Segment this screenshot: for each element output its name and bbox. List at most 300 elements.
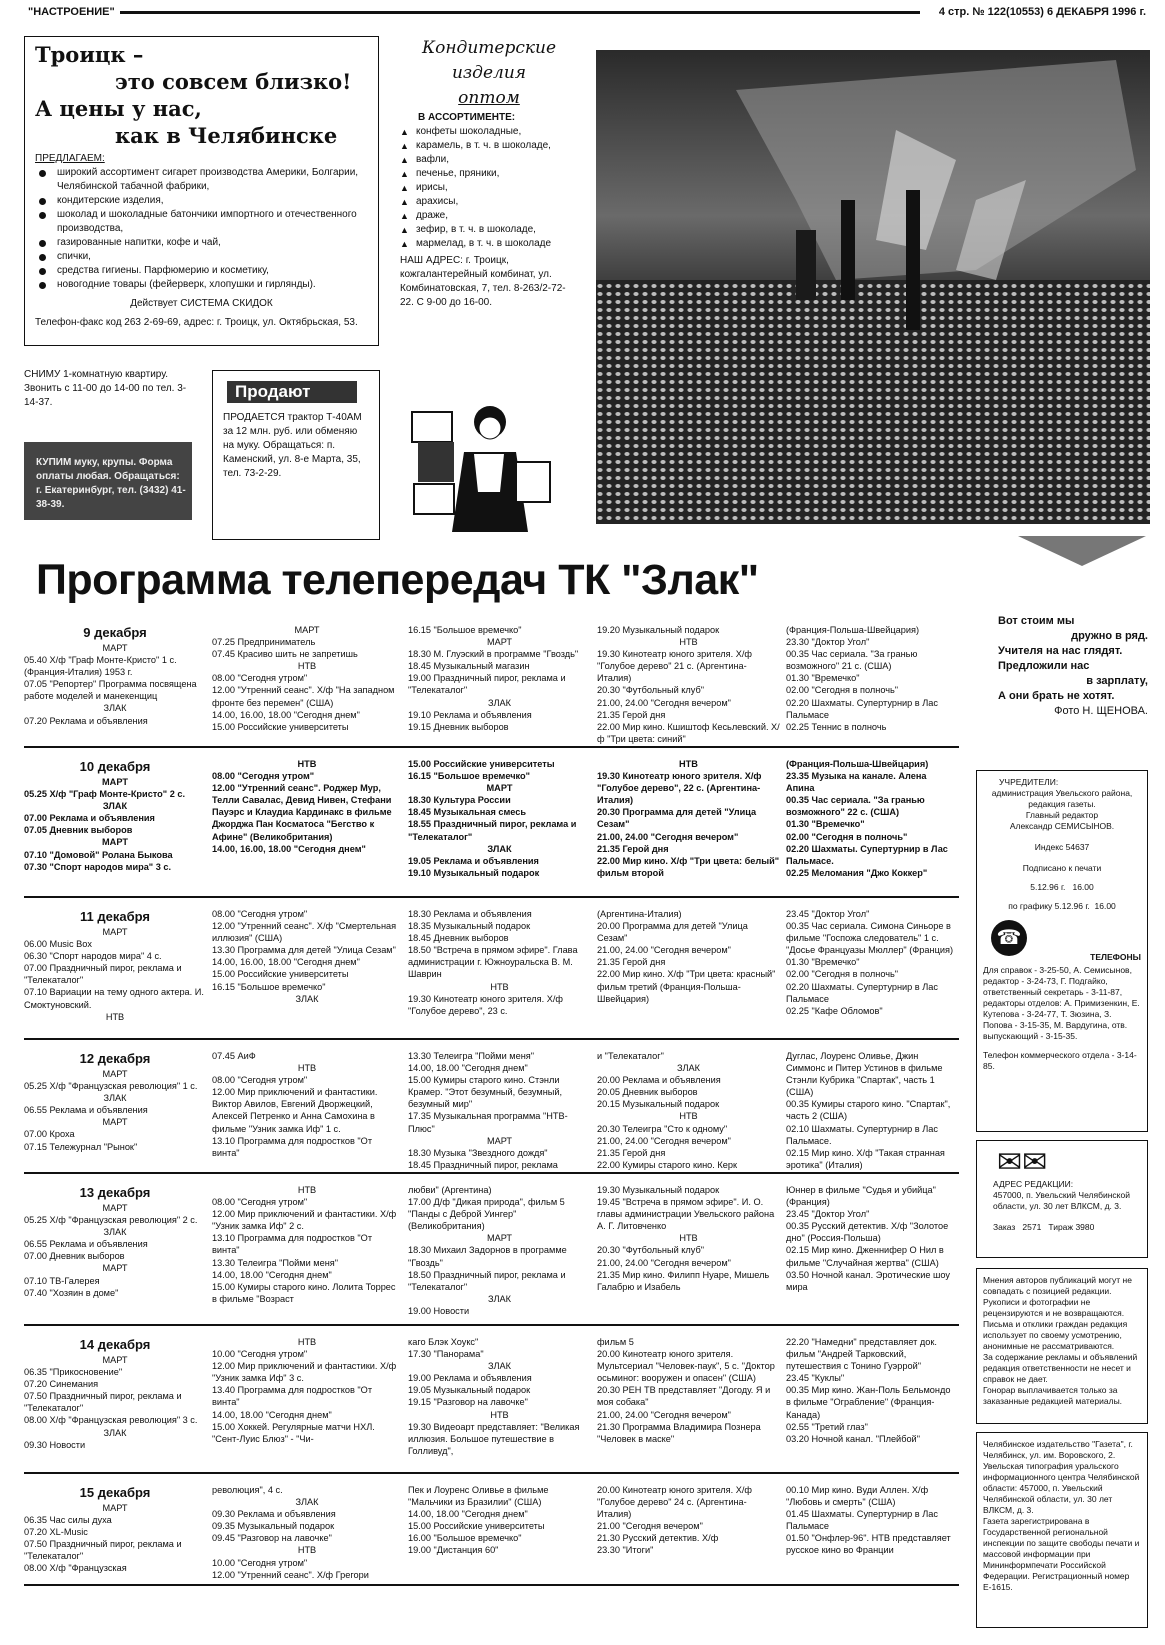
program-entry: 03.20 Ночной канал. "Плейбой" [786, 1433, 920, 1444]
commerce-phone: Телефон коммерческого отдела - 3-14-85. [983, 1050, 1137, 1071]
program-entry: 13.40 Программа для подростков "От винта" [212, 1385, 375, 1408]
poem-line: Предложили нас [998, 660, 1090, 672]
list-item: спички, [35, 250, 368, 264]
schedule-column [786, 758, 959, 879]
program-entry: 19.00 Праздничный пирог, реклама и "Телекаталог" [408, 673, 569, 696]
program-entry: 23.45 "Доктор Угол" [786, 1209, 870, 1220]
phones-title: ТЕЛЕФОНЫ [1090, 952, 1141, 962]
candy-title-1: Кондитерские [421, 38, 557, 58]
schedule-column [24, 1050, 212, 1171]
program-entry: 21.00, 24.00 "Сегодня вечером" [597, 945, 731, 956]
list-item: шоколад и шоколадные батончики импортного и отечественного производства, [35, 208, 368, 236]
program-entry: 09.30 Реклама и объявления [212, 1509, 336, 1520]
program-entry: 21.35 Герой дня [597, 709, 666, 720]
program-entry: 23.35 Музыка на канале. Алена Апина [786, 771, 930, 794]
program-entry: 07.45 АиФ [212, 1051, 256, 1061]
program-entry: 13.30 Телеигра "Пойми меня" [212, 1257, 339, 1268]
program-entry: 09.30 Новости [24, 1439, 86, 1450]
channel-label: НТВ [679, 759, 698, 769]
program-entry: 07.20 Реклама и объявления [24, 715, 148, 726]
schedule-column [597, 758, 786, 879]
program-entry: фильм 5 [597, 1337, 634, 1347]
channel-label: НТВ [297, 661, 317, 672]
channel-label: ЗЛАК [295, 1497, 319, 1508]
program-entry: 15.00 Российские университеты [408, 759, 555, 769]
program-entry: 02.20 Шахматы. Супертурнир в Лас Пальмасе [786, 697, 941, 720]
channel-label: ЗЛАК [102, 801, 128, 812]
program-entry: 07.00 Дневник выборов [24, 1251, 125, 1262]
program-entry: 18.45 Музыкальная смесь [408, 807, 527, 818]
program-entry: 02.25 Теннис в полночь [786, 721, 887, 732]
program-entry: 21.00, 24.00 "Сегодня вечером" [597, 831, 739, 842]
program-entry: 07.50 Праздничный пирог, реклама и "Телекаталог" [24, 1391, 185, 1414]
program-entry: 19.10 Музыкальный подарок [408, 867, 540, 878]
program-entry: 12.00 Мир приключений и фантастики. Х/ф "Узник замка Иф" 2 с. [212, 1209, 399, 1232]
for-sale-ad [212, 370, 380, 540]
channel-label: МАРТ [102, 777, 128, 787]
program-entry: 22.00 Мир кино. Кшиштоф Кесьлевский. Х/ф "Три цвета: синий" [597, 721, 780, 744]
program-entry: 07.15 Тележурнал "Рынок" [24, 1141, 138, 1152]
program-entry: 22.20 "Намедни" представляет док. фильм "Андрей Тарковский, путешествия с Тонино Гуэррой" [786, 1337, 940, 1372]
channel-label: ЗЛАК [488, 1361, 511, 1372]
program-entry: 02.55 "Третий глаз" [786, 1421, 868, 1432]
channel-label: МАРТ [486, 1135, 513, 1146]
list-item: средства гигиены. Парфюмерию и косметику, [35, 264, 368, 278]
schedule-column [24, 1484, 212, 1581]
program-entry: 07.45 Красиво шить не запретишь [212, 649, 358, 660]
program-entry: 01.50 "Онфлер-96". НТВ представляет русское кино во Франции [786, 1533, 954, 1556]
schedule-column [408, 1050, 597, 1171]
program-entry: 05.25 Х/ф "Французская революция" 2 с. [24, 1215, 198, 1226]
program-entry: 18.30 Музыка "Звездного дождя" [408, 1147, 548, 1158]
troitsk-headline-4: как в Челябинске [115, 123, 338, 148]
disclaimer-text: Мнения авторов публикаций могут не совпадать с позицией редакции. Рукописи и фотографии не рецензируются и не возвращаются. [983, 1275, 1135, 1318]
poem-line: в зарплату, [1086, 675, 1148, 687]
channel-label: МАРТ [294, 625, 320, 635]
program-entry: 01.30 "Времечко" [786, 819, 865, 830]
day-date: 15 декабря [79, 1485, 151, 1500]
schedule-column [786, 1184, 959, 1317]
signed-time: 5.12.96 г. 16.00 [1030, 882, 1094, 892]
program-entry: Дуглас, Лоуренс Оливье, Джин Симмонс и Питер Устинов в фильме Стэнли Кубрика "Спартак", часть 1 (США) [786, 1051, 946, 1098]
program-entry: 19.30 Кинотеатр юного зрителя. Х/ф "Голубое дерево" 21 с. (Аргентина-Италия) [597, 649, 755, 684]
program-entry: 14.00, 16.00, 18.00 "Сегодня днем" [212, 709, 360, 720]
program-entry: 12.00 "Утренний сеанс". Х/ф "На западном фронте без перемен" (США) [212, 685, 398, 708]
list-item: ▲ вафли, [400, 153, 578, 167]
channel-label: НТВ [679, 1111, 698, 1122]
day-block [24, 1336, 959, 1474]
list-item: газированные напитки, кофе и чай, [35, 236, 368, 250]
program-entry: 21.30 Программа Владимира Познера "Человек в маске" [597, 1421, 764, 1444]
schedule-column [597, 1184, 786, 1317]
program-entry: Пек и Лоуренс Оливье в фильме "Мальчики из Бразилии" (США) [408, 1485, 552, 1508]
woman-with-parcels-icon [404, 392, 566, 532]
list-item: ▲ печенье, пряники, [400, 167, 578, 181]
poem-line: Вот стоим мы [998, 615, 1075, 627]
program-entry: 13.30 Программа для детей "Улица Сезам" [212, 945, 396, 956]
photo-credit: Фото Н. ЩЕНОВА. [1054, 705, 1148, 717]
troitsk-ad [24, 36, 379, 346]
program-entry: 05.25 Х/ф "Граф Монте-Кристо" 2 с. [24, 789, 186, 800]
signed-label: Подписано к печати [1022, 863, 1102, 873]
program-entry: 18.30 Культура России [408, 795, 511, 806]
troitsk-discount: Действует СИСТЕМА СКИДОК [130, 298, 273, 309]
program-entry: 19.00 "Дистанция 60" [408, 1545, 499, 1556]
day-columns [24, 1050, 959, 1171]
program-entry: 07.20 XL-Music [24, 1527, 88, 1538]
schedule-column [597, 1484, 786, 1581]
channel-label: МАРТ [102, 1263, 128, 1274]
schedule-column [212, 624, 408, 745]
program-entry: 01.45 Шахматы. Супертурнир в Лас Пальмасе [786, 1509, 941, 1532]
list-item: широкий ассортимент сигарет производства Америки, Болгарии, Челябинской табачной фабрики, [35, 166, 368, 194]
channel-label: МАРТ [486, 1233, 513, 1244]
channel-label: ЗЛАК [103, 1093, 127, 1104]
channel-label: МАРТ [102, 1355, 128, 1365]
program-entry: 00.35 Кумиры старого кино. "Спартак", часть 2 (США) [786, 1099, 953, 1122]
program-entry: 07.40 "Хозяин в доме" [24, 1287, 119, 1298]
program-entry: 02.20 Шахматы. Супертурнир в Лас Пальмасе [786, 981, 941, 1004]
tv-schedule [24, 624, 959, 1596]
schedule-column [212, 1184, 408, 1317]
schedule-column [24, 908, 212, 1023]
program-entry: 06.00 Music Box [24, 939, 92, 950]
day-date: 11 декабря [80, 909, 150, 924]
schedule-column [24, 1184, 212, 1317]
program-entry: 18.35 Музыкальный подарок [408, 921, 531, 932]
program-entry: 21.35 Герой дня [597, 843, 669, 854]
program-entry: 07.50 Праздничный пирог, реклама и "Телекаталог" [24, 1539, 185, 1562]
program-entry: 21.35 Герой дня [597, 1147, 666, 1158]
address-text: 457000, п. Увельский Челябинской области, ул. 30 лет ВЛКСМ, д. 3. [993, 1190, 1133, 1211]
list-item: ▲ мармелад, в т. ч. в шоколаде [400, 237, 578, 251]
program-entry: 19.30 Кинотеатр юного зрителя. Х/ф "Голубое дерево", 22 с. (Аргентина-Италия) [597, 771, 765, 806]
channel-label: МАРТ [102, 1117, 128, 1128]
channel-label: НТВ [297, 759, 317, 769]
channel-label: ЗЛАК [488, 1293, 511, 1304]
tulip-field-photo [596, 50, 1150, 524]
schedule-column [408, 624, 597, 745]
program-entry: 07.25 Предприниматель [212, 637, 316, 648]
phones-text: Для справок - 3-25-50, А. Семисынов, редактор - 3-24-73, Г. Подгайко, ответственный секретарь - 3-11-87, редакторы отделов: А. Примизенкин, Е. Кутепова - 3-24-77, Т. Зюзина, З. Попова - 3-15-35, М. Вардугина, отв. выпускающий - 3-15-35. [983, 965, 1143, 1041]
day-date: 13 декабря [79, 1185, 151, 1200]
program-entry: 22.00 Кумиры старого кино. Керк [597, 1159, 737, 1170]
troitsk-contact: Телефон-факс код 263 2-69-69, адрес: г. Троицк, ул. Октябрьская, 53. [35, 317, 358, 328]
program-entry: (Франция-Польша-Швейцария) [786, 625, 920, 635]
program-entry: 10.00 "Сегодня утром" [212, 1349, 308, 1360]
program-entry: 00.35 Час сериала. "За гранью возможного" 21 с. (США) [786, 649, 920, 672]
program-entry: 00.35 Час сериала. Симона Синьоре в фильме "Госпожа следователь" 1 с. "Досье Француазы Мюллер" (Франция) [786, 921, 954, 956]
troitsk-offer-label: ПРЕДЛАГАЕМ: [35, 153, 105, 164]
program-entry: 12.00 "Утренний сеанс". Х/ф Грегори [212, 1569, 369, 1580]
program-entry: 19.30 Музыкальный подарок [597, 1185, 720, 1195]
program-entry: 07.20 Синемания [24, 1379, 99, 1390]
program-entry: 18.30 М. Глуэский в программе "Гвоздь" [408, 649, 579, 660]
program-entry: 20.00 Кинотеатр юного зрителя. Х/ф "Голубое дерево" 24 с. (Аргентина-Италия) [597, 1485, 755, 1520]
program-entry: 18.55 Праздничный пирог, реклама и "Телекаталог" [408, 819, 579, 842]
channel-label: НТВ [490, 1409, 509, 1420]
schedule-column [786, 1336, 959, 1457]
program-entry: 06.35 Час силы духа [24, 1515, 112, 1526]
program-entry: 02.15 Мир кино. Х/ф "Такая странная эротика" (Италия) [786, 1147, 948, 1170]
program-entry: 21.30 Русский детектив. Х/ф [597, 1533, 719, 1544]
newspaper-name: "НАСТРОЕНИЕ" [28, 6, 115, 18]
program-entry: 20.30 "Футбольный клуб" [597, 1245, 704, 1256]
program-entry: 21.00, 24.00 "Сегодня вечером" [597, 697, 731, 708]
program-entry: 00.35 Русский детектив. Х/ф "Золотое дно" (Россия-Польша) [786, 1221, 951, 1244]
program-entry: 07.10 Вариации на тему одного актера. И. Смоктуновский. [24, 987, 207, 1010]
program-entry: 14.00, 18.00 "Сегодня днем" [212, 1269, 332, 1280]
day-columns [24, 1184, 959, 1317]
list-item: ▲ карамель, в т. ч. в шоколаде, [400, 139, 578, 153]
program-entry: (Аргентина-Италия) [597, 909, 682, 919]
program-entry: 08.00 "Сегодня утром" [212, 909, 308, 919]
disclaimer-text: За содержание рекламы и объявлений редакция ответственности не несет и справок не дает. [983, 1352, 1140, 1384]
program-entry: 18.45 Дневник выборов [408, 933, 509, 944]
program-entry: 16.00 "Большое времечко" [408, 1533, 522, 1544]
schedule-column [786, 1050, 959, 1171]
program-entry: 09.45 "Разговор на лавочке" [212, 1533, 332, 1544]
channel-label: МАРТ [102, 1503, 128, 1513]
candy-title-3: оптом [458, 88, 520, 108]
channel-label: МАРТ [102, 837, 128, 848]
photo-caption-poem [998, 614, 1148, 719]
channel-label: ЗЛАК [103, 1427, 127, 1438]
day-block [24, 1050, 959, 1174]
list-item: ▲ конфеты шоколадные, [400, 125, 578, 139]
program-entry: 07.10 ТВ-Галерея [24, 1275, 100, 1286]
channel-label: ЗЛАК [103, 703, 127, 714]
channel-label: МАРТ [486, 637, 513, 648]
schedule-column [408, 1484, 597, 1581]
program-entry: 08.00 "Сегодня утром" [212, 771, 315, 782]
channel-label: НТВ [297, 1545, 317, 1556]
program-entry: 18.50 "Встреча в прямом эфире". Глава администрации г. Южноуральска В. М. Шаврин [408, 945, 581, 980]
program-entry: 07.05 "Репортер" Программа посвящена работе моделей и манекенщиц [24, 679, 200, 702]
day-columns [24, 1484, 959, 1581]
program-entry: 21.00, 24.00 "Сегодня вечером" [597, 1135, 731, 1146]
channel-label: МАРТ [102, 927, 128, 937]
program-entry: 13.30 Телеигра "Пойми меня" [408, 1051, 535, 1061]
program-entry: Юннер в фильме "Судья и убийца" (Франция) [786, 1185, 939, 1208]
editor-label: Главный редактор [1025, 810, 1099, 820]
program-entry: 22.00 Мир кино. Х/ф "Три цвета: белый" фильм второй [597, 855, 782, 878]
founders-text: администрация Увельского района, редакция газеты. [991, 788, 1135, 809]
program-entry: 07.30 "Спорт народов мира" 3 с. [24, 861, 172, 872]
program-entry: революция", 4 с. [212, 1485, 283, 1495]
header-rule [120, 11, 920, 14]
program-entry: 03.50 Ночной канал. Эротические шоу мира [786, 1269, 953, 1292]
list-item: кондитерские изделия, [35, 194, 368, 208]
troitsk-offer-list [35, 166, 368, 292]
channel-label: ЗЛАК [677, 1063, 700, 1074]
program-entry: 05.40 Х/ф "Граф Монте-Кристо" 1 с. (Франция-Италия) 1953 г. [24, 655, 180, 678]
envelope-icon: ✉✉ [997, 1146, 1048, 1179]
address-title: АДРЕС РЕДАКЦИИ: [993, 1179, 1074, 1189]
channel-label: МАРТ [102, 643, 128, 653]
program-entry: 23.30 "Итоги" [597, 1545, 654, 1556]
candy-assort-label: В АССОРТИМЕНТЕ: [418, 112, 516, 123]
program-entry: 20.30 РЕН ТВ представляет "Догоду. Я и моя собака" [597, 1385, 773, 1408]
program-entry: 15.00 Хоккей. Регулярные матчи НХЛ. "Сент-Луис Блюз" - "Чи- [212, 1421, 378, 1444]
program-entry: 20.30 "Футбольный клуб" [597, 685, 704, 696]
program-entry: 10.00 "Сегодня утром" [212, 1557, 308, 1568]
program-entry: 23.45 "Куклы" [786, 1373, 845, 1384]
program-entry: 17.35 Музыкальная программа "НТВ-Плюс" [408, 1111, 568, 1134]
program-entry: 01.30 "Времечко" [786, 957, 860, 968]
program-entry: 19.15 "Разговор на лавочке" [408, 1397, 528, 1408]
address-box [976, 1140, 1148, 1258]
program-entry: 20.05 Дневник выборов [597, 1087, 698, 1098]
program-entry: 13.10 Программа для подростков "От винта" [212, 1135, 375, 1158]
schedule-column [408, 758, 597, 879]
program-entry: 08.00 "Сегодня утром" [212, 673, 308, 684]
program-entry: 02.00 "Сегодня в полночь" [786, 969, 899, 980]
channel-label: НТВ [105, 1011, 125, 1022]
masthead-box [976, 770, 1148, 1132]
schedule-column [597, 1336, 786, 1457]
channel-label: НТВ [297, 1337, 317, 1347]
page-title: Программа телепередач ТК "Злак" [36, 556, 759, 604]
program-entry: 06.55 Реклама и объявления [24, 1239, 148, 1250]
program-entry: 19.45 "Встреча в прямом эфире". И. О. главы администрации Увельского района А. Г. Литовченко [597, 1197, 777, 1232]
channel-label: МАРТ [102, 1203, 128, 1213]
program-entry: 15.00 Российские университеты [212, 721, 349, 732]
program-entry: 12.00 "Утренний сеанс". Х/ф "Смертельная иллюзия" (США) [212, 921, 399, 944]
program-entry: 14.00, 18.00 "Сегодня днем" [408, 1063, 528, 1074]
publisher-text: Газета зарегистрирована в Государственной региональной инспекции по защите свободы печати и массовой информации при Мининформпечати Российской Федерации. Регистрационный номер Е-1615. [983, 1516, 1142, 1592]
disclaimer-text: Гонорар выплачивается только за заказанные редакцией материалы. [983, 1385, 1123, 1406]
program-entry: 07.00 Праздничный пирог, реклама и "Телекаталог" [24, 963, 185, 986]
day-date: 10 декабря [79, 759, 151, 774]
channel-label: НТВ [297, 1185, 317, 1195]
news-photo [596, 50, 1150, 524]
channel-label: ЗЛАК [295, 993, 319, 1004]
schedule-column [786, 908, 959, 1023]
troitsk-headline-2: это совсем близко! [115, 69, 352, 94]
program-entry: 21.00, 24.00 "Сегодня вечером" [597, 1409, 731, 1420]
program-entry: 19.30 Кинотеатр юного зрителя. Х/ф "Голубое дерево", 23 с. [408, 993, 566, 1016]
photo-corner-triangle [1018, 536, 1146, 566]
founders-label: УЧРЕДИТЕЛИ: [999, 777, 1059, 787]
program-entry: 15.00 Кумиры старого кино. Стэнли Крамер. "Этот безумный, безумный, безумный мир" [408, 1075, 565, 1110]
day-columns [24, 624, 959, 745]
channel-label: НТВ [490, 981, 509, 992]
program-entry: 19.10 Реклама и объявления [408, 709, 532, 720]
schedule-column [212, 758, 408, 879]
program-entry: 21.00, 24.00 "Сегодня вечером" [597, 1257, 731, 1268]
poem-line: дружно в ряд. [1071, 630, 1148, 642]
program-entry: 02.25 Меломания "Джо Коккер" [786, 867, 928, 878]
program-entry: 23.45 "Доктор Угол" [786, 909, 870, 919]
candy-list [400, 125, 578, 251]
candy-ad [400, 36, 578, 310]
program-entry: 02.20 Шахматы. Супертурнир в Лас Пальмасе. [786, 843, 951, 866]
disclaimer-box [976, 1268, 1148, 1424]
program-entry: 20.00 Программа для детей "Улица Сезам" [597, 921, 751, 944]
day-columns [24, 908, 959, 1023]
program-entry: 14.00, 18.00 "Сегодня днем" [408, 1509, 528, 1520]
program-entry: 05.25 Х/ф "Французская революция" 1 с. [24, 1081, 198, 1092]
schedule-column [212, 1050, 408, 1171]
program-entry: 06.55 Реклама и объявления [24, 1105, 148, 1116]
channel-label: ЗЛАК [103, 1227, 127, 1238]
telephone-icon: ☎ [991, 920, 1027, 956]
program-entry: 17.30 "Панорама" [408, 1349, 484, 1360]
list-item: новогодние товары (фейерверк, хлопушки и гирлянды). [35, 278, 368, 292]
program-entry: 18.45 Праздничный пирог, реклама [408, 1159, 558, 1170]
program-entry: 02.10 Шахматы. Супертурнир в Лас Пальмасе. [786, 1123, 941, 1146]
program-entry: 00.35 Час сериала. "За гранью возможного" 22 с. (США) [786, 795, 928, 818]
program-entry: 14.00, 16.00, 18.00 "Сегодня днем" [212, 843, 366, 854]
program-entry: 20.00 Кинотеатр юного зрителя. Мультсериал "Человек-паук", 5 с. "Доктор осьминог: вооружен и опасен" (США) [597, 1349, 778, 1384]
channel-label: НТВ [679, 637, 698, 648]
program-entry: 15.00 Российские университеты [408, 1521, 545, 1532]
program-entry: 16.15 "Большое времечко" [408, 771, 531, 782]
program-entry: 15.00 Российские университеты [212, 969, 349, 980]
schedule-column [24, 624, 212, 745]
schedule-column [408, 1336, 597, 1457]
program-entry: 07.00 Кроха [24, 1129, 75, 1140]
publisher-box [976, 1432, 1148, 1628]
day-date: 9 декабря [83, 625, 147, 640]
program-entry: 21.35 Мир кино. Филипп Нуаре, Мишель Галабрю и Изабель [597, 1269, 772, 1292]
program-entry: каго Блэк Хоукс" [408, 1337, 479, 1347]
program-entry: 12.00 Мир приключений и фантастики. Х/ф "Узник замка Иф" 3 с. [212, 1361, 399, 1384]
program-entry: 14.00, 16.00, 18.00 "Сегодня днем" [212, 957, 360, 968]
for-sale-banner: Продают [227, 381, 357, 403]
issue-info: 4 стр. № 122(10553) 6 ДЕКАБРЯ 1996 г. [938, 6, 1146, 18]
schedule-column [597, 624, 786, 745]
day-block [24, 758, 959, 898]
program-entry: 06.30 "Спорт народов мира" 4 с. [24, 951, 162, 962]
program-entry: 15.00 Кумиры старого кино. Лолита Торрес в фильме "Возраст [212, 1281, 399, 1304]
list-item: ▲ арахисы, [400, 195, 578, 209]
editor-name: Александр СЕМИСЫНОВ. [1009, 821, 1115, 831]
schedule-column [597, 1050, 786, 1171]
program-entry: 20.00 Реклама и объявления [597, 1075, 721, 1086]
schedule-column [597, 908, 786, 1023]
program-entry: (Франция-Польша-Швейцария) [786, 759, 929, 769]
poem-line: Учителя на нас глядят. [998, 645, 1123, 657]
program-entry: 19.30 Видеоарт представляет: "Великая иллюзия. Большое путешествие в Голливуд", [408, 1421, 583, 1456]
disclaimer-text: Письма и отклики граждан редакция использует по своему усмотрению, анонимные не рассматриваются. [983, 1319, 1130, 1351]
list-item: ▲ ирисы, [400, 181, 578, 195]
shopper-clipart [404, 392, 566, 532]
buy-flour-ad: КУПИМ муку, крупы. Форма оплаты любая. Обращаться: г. Екатеринбург, тел. (3432) 41-38-39. [24, 442, 192, 520]
program-entry: 07.00 Реклама и объявления [24, 813, 155, 824]
program-entry: 18.50 Праздничный пирог, реклама и "Телекаталог" [408, 1269, 569, 1292]
program-entry: 16.15 "Большое времечко" [408, 625, 522, 635]
publisher-text: Увельская типография уральского информационного центра Челябинской области: 457000, п. Увельский Челябинской области, ул. 30 лет ВЛКСМ, д. 3. [983, 1461, 1142, 1515]
program-entry: 00.35 Мир кино. Жан-Поль Бельмондо в фильме "Ограбление" (Франция-Канада) [786, 1385, 953, 1420]
program-entry: 07.05 Дневник выборов [24, 825, 133, 836]
program-entry: 13.10 Программа для подростков "От винта" [212, 1233, 375, 1256]
program-entry: 02.00 "Сегодня в полночь" [786, 685, 899, 696]
rent-ad: СНИМУ 1-комнатную квартиру. Звонить с 11-00 до 14-00 по тел. 3-14-37. [24, 369, 187, 408]
publisher-text: Челябинское издательство "Газета", г. Челябинск, ул. им. Воровского, 2. [983, 1439, 1136, 1460]
schedule-column [212, 1484, 408, 1581]
schedule-column [786, 1484, 959, 1581]
program-entry: 22.00 Мир кино. Х/ф "Три цвета: красный" фильм третий (Франция-Польша-Швейцария) [597, 969, 779, 1004]
program-entry: 20.30 Программа для детей "Улица Сезам" [597, 807, 759, 830]
program-entry: любви" (Аргентина) [408, 1185, 492, 1195]
troitsk-headline-1: Троицк – [35, 42, 144, 67]
program-entry: 19.20 Музыкальный подарок [597, 625, 720, 635]
program-entry: 02.00 "Сегодня в полночь" [786, 831, 908, 842]
program-entry: 19.00 Реклама и объявления [408, 1373, 532, 1384]
program-entry: 18.45 Музыкальный магазин [408, 661, 530, 672]
